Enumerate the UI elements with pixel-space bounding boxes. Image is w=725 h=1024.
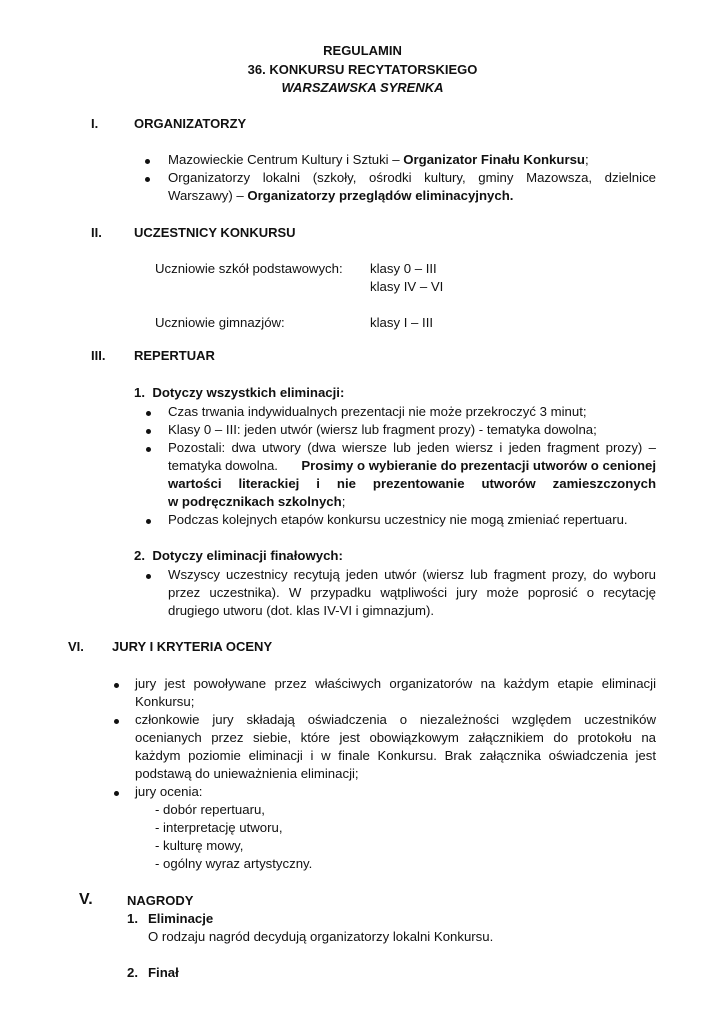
- list-item: Klasy 0 – III: jeden utwór (wiersz lub fragment prozy) - tematyka dowolna;: [168, 422, 597, 437]
- section-title-organizers: ORGANIZATORZY: [134, 116, 247, 131]
- bullet-icon: [146, 429, 151, 434]
- list-item-line: [168, 494, 345, 509]
- list-item: [168, 152, 589, 167]
- bullet-icon: [146, 411, 151, 416]
- item-text: tematyka dowolna.: [168, 458, 286, 473]
- bullet-icon: [146, 574, 151, 579]
- item-bold-text: Organizator Finału Konkursu: [403, 152, 585, 167]
- list-item-line: Organizatorzy lokalni (szkoły, ośrodki kultury, gminy Mazowsza, dzielnice: [168, 170, 656, 185]
- doc-title: REGULAMIN: [323, 43, 402, 58]
- criteria-item: - dobór repertuaru,: [155, 802, 265, 817]
- list-item: jury ocenia:: [135, 784, 203, 799]
- item-bold-text: Organizatorzy przeglądów eliminacyjnych.: [247, 188, 514, 203]
- list-item-line: Konkursu;: [135, 694, 195, 709]
- section-number: I.: [91, 116, 99, 131]
- criteria-item: - kulturę mowy,: [155, 838, 244, 853]
- list-item-line: jury jest powoływane przez właściwych organizatorów na każdym etapie eliminacji: [135, 676, 656, 691]
- subsection-heading: Eliminacje: [148, 911, 214, 926]
- bullet-icon: [114, 791, 119, 796]
- section-number: III.: [91, 348, 106, 363]
- section-number: V.: [79, 891, 93, 908]
- subsection-heading: Finał: [148, 965, 179, 980]
- item-bold-text: Prosimy o wybieranie do prezentacji utworów o cenionej: [301, 458, 656, 473]
- list-item-line: ocenianych przez siebie, które jest obowiązkowym załącznikiem do protokołu na: [135, 730, 656, 745]
- section-title-participants: UCZESTNICY KONKURSU: [134, 225, 296, 240]
- bullet-icon: [114, 719, 119, 724]
- section-title-jury: JURY I KRYTERIA OCENY: [112, 639, 273, 654]
- list-item-line: [168, 188, 513, 203]
- list-item-line: każdym poziomie eliminacji i w finale Konkursu. Brak załącznika oświadczenia jest: [135, 748, 656, 763]
- subsection-number: 1.: [127, 911, 138, 926]
- list-item-line: Pozostali: dwa utwory (dwa wiersze lub jeden wiersz i jeden fragment prozy) –: [168, 440, 656, 455]
- criteria-item: - ogólny wyraz artystyczny.: [155, 856, 313, 871]
- subsection-number: 2.: [127, 965, 138, 980]
- subsection-heading: 2. Dotyczy eliminacji finałowych:: [134, 548, 343, 563]
- bullet-icon: [146, 447, 151, 452]
- participant-group-label: Uczniowie gimnazjów:: [155, 315, 285, 330]
- list-item-line: członkowie jury składają oświadczenia o niezależności względem uczestników: [135, 712, 656, 727]
- list-item-line: przez uczestnika). W przypadku wątpliwości jury może poprosić o recytację: [168, 585, 656, 600]
- participant-group-label: Uczniowie szkół podstawowych:: [155, 261, 343, 276]
- list-item: Podczas kolejnych etapów konkursu uczestnicy nie mogą zmieniać repertuaru.: [168, 512, 628, 527]
- criteria-item: - interpretację utworu,: [155, 820, 283, 835]
- bullet-icon: [145, 177, 150, 182]
- section-title-repertoire: REPERTUAR: [134, 348, 215, 363]
- bullet-icon: [114, 683, 119, 688]
- participant-group-value: klasy IV – VI: [370, 279, 444, 294]
- bullet-icon: [145, 159, 150, 164]
- item-tail: ;: [584, 152, 589, 167]
- doc-subtitle: 36. KONKURSU RECYTATORSKIEGO: [247, 62, 478, 77]
- list-item: Czas trwania indywidualnych prezentacji nie może przekroczyć 3 minut;: [168, 404, 587, 419]
- item-bold-text: w podręcznikach szkolnych: [168, 494, 342, 509]
- item-text: Mazowieckie Centrum Kultury i Sztuki –: [168, 152, 404, 167]
- subsection-heading: 1. Dotyczy wszystkich eliminacji:: [134, 385, 345, 400]
- list-item-line: Wszyscy uczestnicy recytują jeden utwór (wiersz lub fragment prozy, do wyboru: [168, 567, 656, 582]
- participant-group-value: klasy 0 – III: [370, 261, 437, 276]
- section-title-prizes: NAGRODY: [127, 893, 194, 908]
- list-item-line: [168, 458, 656, 473]
- list-item-line: drugiego utworu (dot. klas IV-VI i gimnazjum).: [168, 603, 435, 618]
- subsection-text: O rodzaju nagród decydują organizatorzy lokalni Konkursu.: [148, 929, 494, 944]
- list-item-line: podstawą do unieważnienia eliminacji;: [135, 766, 359, 781]
- participant-group-value: klasy I – III: [370, 315, 434, 330]
- section-number: VI.: [68, 639, 84, 654]
- bullet-icon: [146, 519, 151, 524]
- section-number: II.: [91, 225, 102, 240]
- list-item-line: wartości literackiej i nie prezentowanie utworów zamieszczonych: [168, 476, 656, 491]
- item-text: Warszawy) –: [168, 188, 248, 203]
- doc-contest-name: WARSZAWSKA SYRENKA: [281, 80, 444, 95]
- item-tail: ;: [341, 494, 346, 509]
